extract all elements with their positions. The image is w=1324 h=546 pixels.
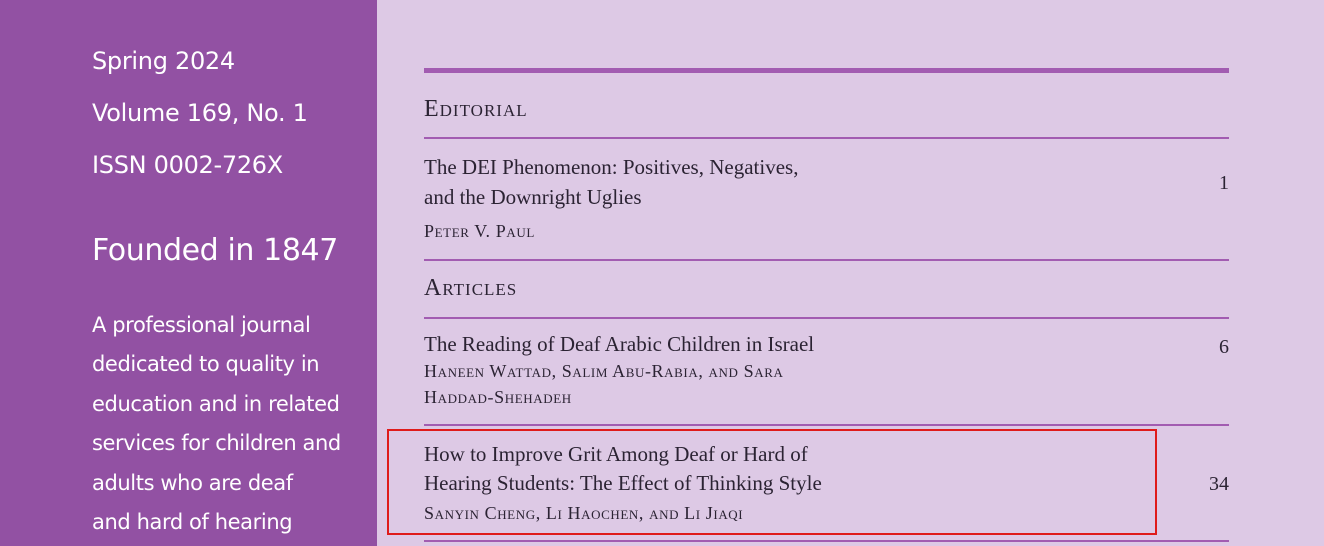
editorial-author: Peter V. Paul (424, 221, 535, 241)
journal-description-line: dedicated to quality in (92, 352, 320, 376)
journal-description-line: and hard of hearing (92, 510, 293, 534)
highlight-box (387, 429, 1157, 535)
issue-season: Spring 2024 (92, 47, 235, 75)
journal-description-line: adults who are deaf (92, 471, 293, 495)
article-authors-line: Haddad-Shehadeh (424, 387, 572, 407)
article-authors-line: Sanyin Cheng, Li Haochen, and Li Jiaqi (424, 503, 744, 523)
issn-number: ISSN 0002-726X (92, 151, 283, 179)
journal-description-line: education and in related (92, 392, 340, 416)
article-authors-line: Haneen Wattad, Salim Abu-Rabia, and Sara (424, 361, 784, 381)
editorial-title-line: The DEI Phenomenon: Positives, Negatives, (424, 155, 799, 179)
article-title-line: Hearing Students: The Effect of Thinking Style (424, 471, 822, 495)
divider (424, 424, 1229, 426)
page-number: 6 (1219, 336, 1229, 358)
divider (424, 259, 1229, 261)
journal-description-line: A professional journal (92, 313, 311, 337)
editorial-title-line: and the Downright Uglies (424, 185, 642, 209)
articles-heading: Articles (424, 275, 518, 301)
divider (424, 540, 1229, 542)
volume-number: Volume 169, No. 1 (92, 99, 308, 127)
journal-description-line: services for children and (92, 431, 341, 455)
editorial-heading: Editorial (424, 96, 528, 122)
article-title-line: How to Improve Grit Among Deaf or Hard of (424, 442, 808, 466)
page-number: 1 (1219, 172, 1229, 194)
divider (424, 317, 1229, 319)
founded-year: Founded in 1847 (92, 233, 338, 268)
journal-info-sidebar (0, 0, 377, 546)
page-number: 34 (1209, 473, 1229, 495)
top-divider (424, 68, 1229, 73)
divider (424, 137, 1229, 139)
article-title-line: The Reading of Deaf Arabic Children in Israel (424, 332, 815, 356)
